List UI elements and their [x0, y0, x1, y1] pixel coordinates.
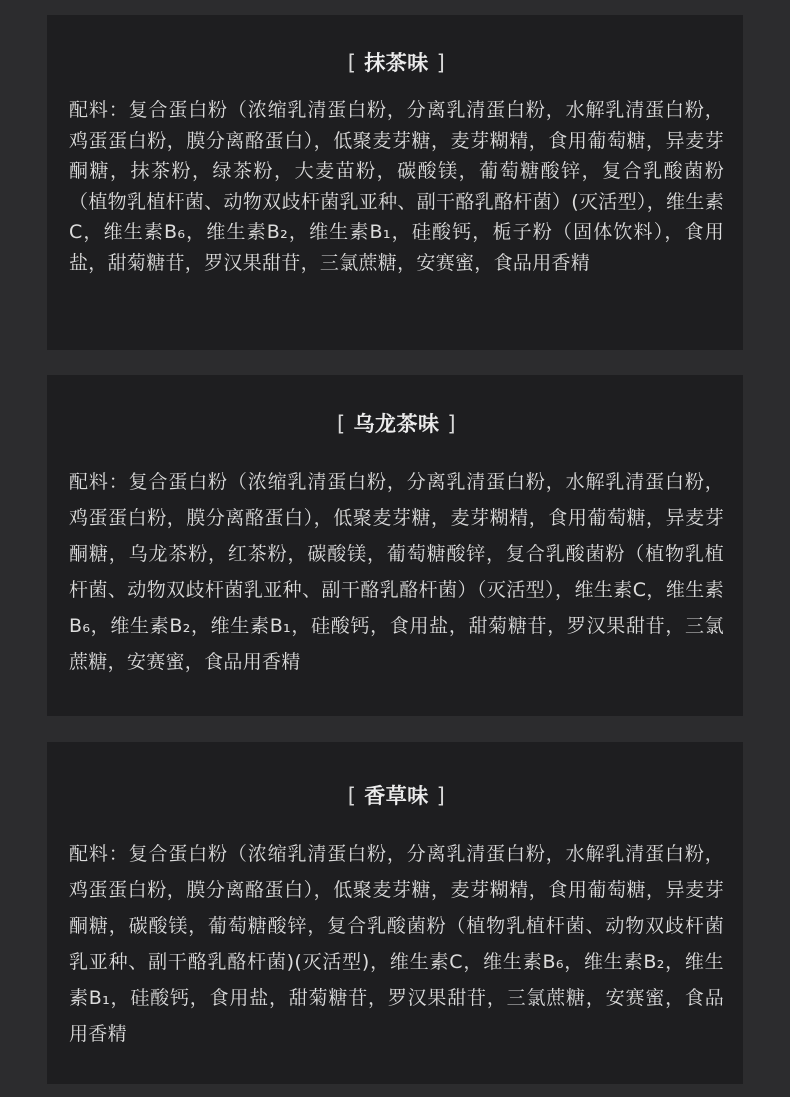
ingredients-text: 配料：复合蛋白粉（浓缩乳清蛋白粉，分离乳清蛋白粉，水解乳清蛋白粉，鸡蛋蛋白粉，膜分离酪蛋白），低聚麦芽糖，麦芽糊精，食用葡萄糖，异麦芽酮糖，碳酸镁，葡萄糖酸锌，复合乳酸菌粉（植物乳植杆菌、动物双歧杆菌乳亚种、副干酪乳酪杆菌)(灭活型)，维生素C，维生素B₆，维生素B₂，维生素B₁，硅酸钙，食用盐，甜菊糖苷，罗汉果甜苷，三氯蔗糖，安赛蜜，食品用香精 — [69, 843, 724, 1045]
ingredient-card-oolong — [47, 375, 743, 716]
title-bracket-close: ] — [447, 412, 457, 436]
card-title — [69, 375, 724, 438]
flavor-title: 抹茶味 — [364, 51, 429, 75]
flavor-title: 乌龙茶味 — [353, 412, 440, 436]
title-bracket-close: ] — [436, 51, 446, 75]
title-bracket-open: [ — [336, 412, 346, 436]
card-title — [69, 742, 724, 810]
title-bracket-close: ] — [436, 784, 446, 808]
ingredient-card-matcha — [47, 15, 743, 350]
card-title — [69, 15, 724, 77]
title-bracket-open: [ — [347, 784, 357, 808]
ingredients-text: 配料：复合蛋白粉（浓缩乳清蛋白粉，分离乳清蛋白粉，水解乳清蛋白粉，鸡蛋蛋白粉，膜分离酪蛋白），低聚麦芽糖，麦芽糊精，食用葡萄糖，异麦芽酮糖，抹茶粉，绿茶粉，大麦苗粉，碳酸镁，葡萄糖酸锌，复合乳酸菌粉（植物乳植杆菌、动物双歧杆菌乳亚种、副干酪乳酪杆菌）(灭活型），维生素C，维生素B₆，维生素B₂，维生素B₁，硅酸钙，栀子粉（固体饮料），食用盐，甜菊糖苷，罗汉果甜苷，三氯蔗糖，安赛蜜，食品用香精 — [69, 99, 724, 274]
ingredients-text: 配料：复合蛋白粉（浓缩乳清蛋白粉，分离乳清蛋白粉，水解乳清蛋白粉，鸡蛋蛋白粉，膜分离酪蛋白），低聚麦芽糖，麦芽糊精，食用葡萄糖，异麦芽酮糖，乌龙茶粉，红茶粉，碳酸镁，葡萄糖酸锌，复合乳酸菌粉（植物乳植杆菌、动物双歧杆菌乳亚种、副干酪乳酪杆菌）（灭活型），维生素C，维生素B₆，维生素B₂，维生素B₁，硅酸钙，食用盐，甜菊糖苷，罗汉果甜苷，三氯蔗糖，安赛蜜，食品用香精 — [69, 471, 724, 673]
ingredient-card-vanilla — [47, 742, 743, 1084]
flavor-title: 香草味 — [364, 784, 429, 808]
title-bracket-open: [ — [347, 51, 357, 75]
